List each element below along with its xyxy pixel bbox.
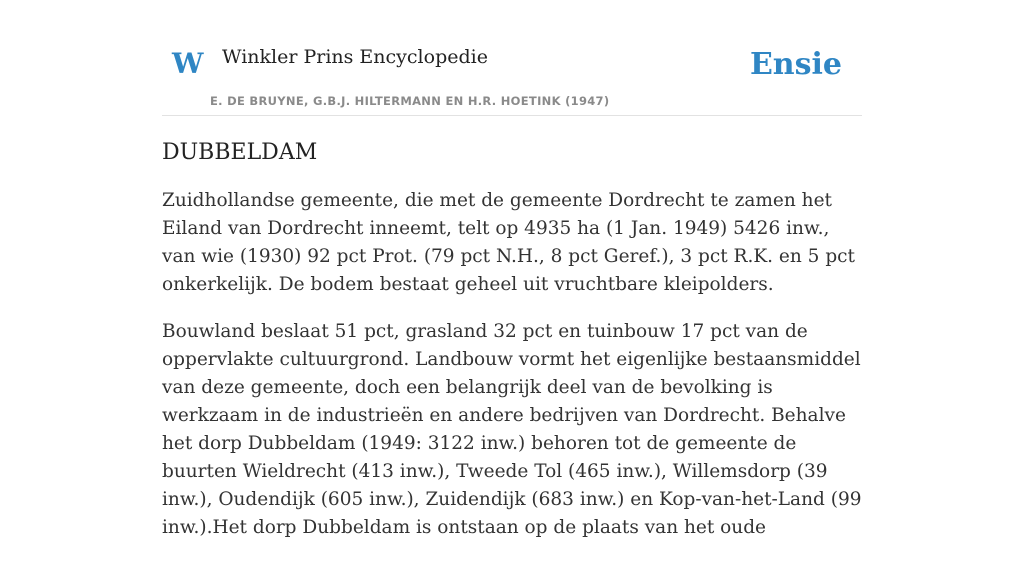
winkler-prins-logo[interactable]: W (172, 47, 204, 80)
site-header (162, 0, 862, 116)
entry-title: DUBBELDAM (162, 140, 318, 165)
article-paragraph: Bouwland beslaat 51 pct, grasland 32 pct en tuinbouw 17 pct van de oppervlakte cultuurgrond. Landbouw vormt het eigenlijke bestaansmiddel van deze gemeente, doch een belangrijk deel van de bevolking is werkzaam in de industrieën en andere bedrijven van Dordrecht. Behalve het dorp Dubbeldam (1949: 3122 inw.) behoren tot de gemeente de buurten Wieldrecht (413 inw.), Tweede Tol (465 inw.), Willemsdorp (39 inw.), Oudendijk (605 inw.), Zuidendijk (683 inw.) en Kop-van-het-Land (99 inw.).Het dorp Dubbeldam is ontstaan op de plaats van het oude (162, 321, 862, 539)
article-paragraph: Zuidhollandse gemeente, die met de gemeente Dordrecht te zamen het Eiland van Dordrecht inneemt, telt op 4935 ha (1 Jan. 1949) 5426 inw., van wie (1930) 92 pct Prot. (79 pct N.H., 8 pct Geref.), 3 pct R.K. en 5 pct onkerkelijk. De bodem bestaat geheel uit vruchtbare kleipolders. (162, 190, 855, 296)
article-body (162, 140, 862, 561)
source-authors: E. DE BRUYNE, G.B.J. HILTERMANN EN H.R. HOETINK (1947) (210, 94, 610, 108)
source-title-link[interactable]: Winkler Prins Encyclopedie (222, 46, 488, 68)
ensie-brand-link[interactable]: Ensie (749, 47, 842, 82)
